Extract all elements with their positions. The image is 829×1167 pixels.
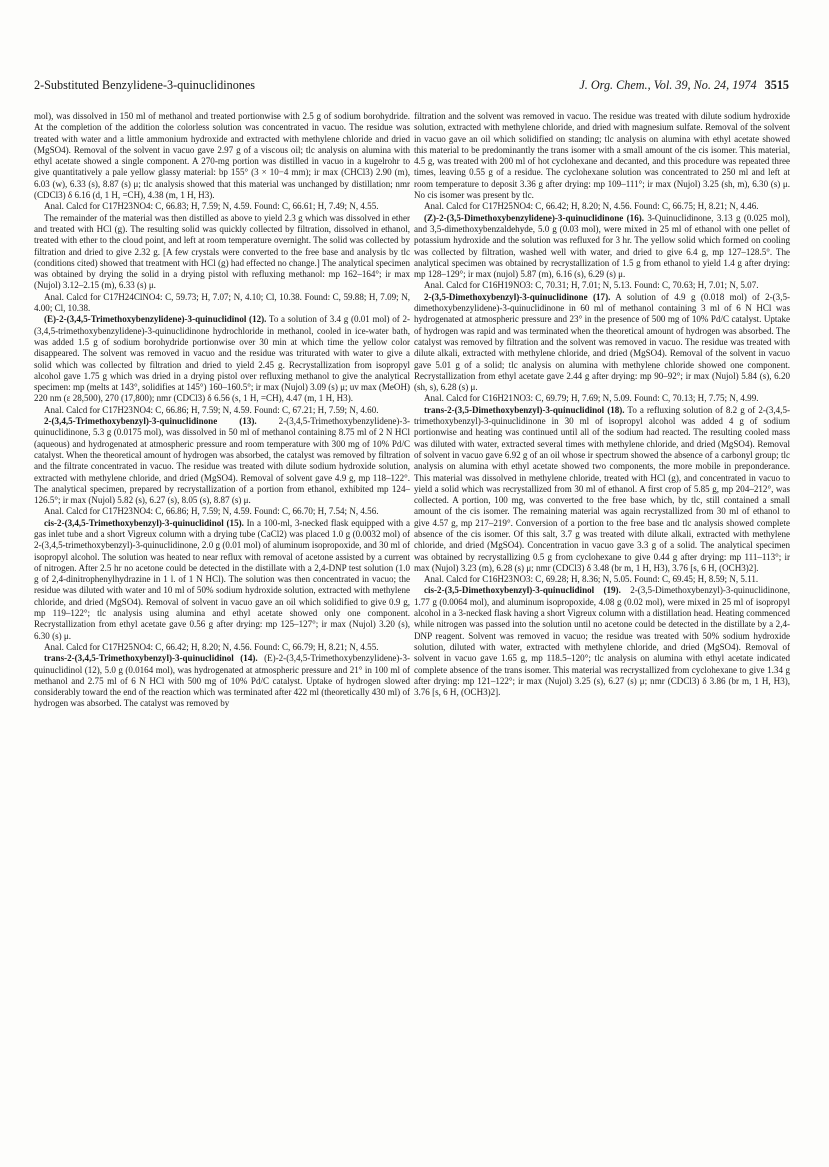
paragraph <box>34 201 410 212</box>
page-number: 3515 <box>764 78 789 92</box>
paragraph <box>414 213 790 281</box>
paragraph-text: mol), was dissolved in 150 ml of methanol and treated portionwise with 2.5 g of sodium borohydride. At the completion of the addition the colorless solution was concentrated in vacuo. The residue was treated with water and a little ammonium hydroxide and extracted with methylene chloride and dried (MgSO4). Removal of the solvent in vacuo gave 2.97 g of a viscous oil; tlc analysis on alumina with ethyl acetate showed a single component. A 270-mg portion was distilled in vacuo in a kugelrohr to give quantitatively a pale yellow glassy material: bp 155° (3 × 10−4 mm); ir max (CHCl3) 2.90 (m), 6.03 (w), 6.33 (s), 8.87 (s) μ; tlc analysis showed that this material was unchanged by distillation; nmr (CDCl3) δ 6.16 (d, 1 H, =CH), 4.38 (m, 1 H, H3). <box>34 111 410 201</box>
volume-info: Vol. 39, No. 24, 1974 <box>653 78 757 92</box>
paragraph-text: Anal. Calcd for C17H23NO4: C, 66.86; H, 7.59; N, 4.59. Found: C, 67.21; H, 7.59; N, 4.60. <box>44 404 379 415</box>
paragraph-heading: 2-(3,5-Dimethoxybenzyl)-3-quinuclidinone (17). <box>424 291 611 302</box>
paragraph-text: Anal. Calcd for C17H25NO4: C, 66.42; H, 8.20; N, 4.56. Found: C, 66.75; H, 8.21; N, 4.46. <box>424 201 759 212</box>
paragraph <box>34 518 410 642</box>
paragraph-text: Anal. Calcd for C17H24ClNO4: C, 59.73; H, 7.07; N, 4.10; Cl, 10.38. Found: C, 59.88; H, 7.09; N, 4.00; Cl, 10.38. <box>34 291 410 314</box>
paragraph <box>34 213 410 292</box>
paragraph <box>34 405 410 416</box>
paragraph-text: Anal. Calcd for C16H19NO3: C, 70.31; H, 7.01; N, 5.13. Found: C, 70.63; H, 7.01; N, 5.07. <box>424 280 759 291</box>
paragraph-text: 2-(3,4,5-Trimethoxybenzylidene)-3-quinuclidinone, 5.3 g (0.0175 mol), was dissolved in 50 ml of methanol containing 8.75 ml of 2 N HCl (aqueous) and hydrogenated at atmospheric pressure and room temperature with 300 mg of 10% Pd/C catalyst. When the theoretical amount of hydrogen was absorbed, the catalyst was removed by filtration and the filtrate concentrated in vacuo. The residue was treated with dilute sodium hydroxide solution, extracted with methylene chloride, and dried (MgSO4). Removal of solvent gave 4.9 g, mp 118–122°. The analytical specimen, prepared by recrystallization of a portion from ethanol, exhibited mp 124–126.5°; ir max (Nujol) 5.82 (s), 6.27 (s), 8.05 (s), 8.87 (s) μ. <box>34 416 410 506</box>
paragraph <box>414 111 790 201</box>
paragraph <box>34 314 410 404</box>
paragraph-text: 2-(3,5-Dimethoxybenzyl)-3-quinuclidinone, 1.77 g (0.0064 mol), and aluminum isopropoxide, 4.08 g (0.02 mol), were mixed in 25 ml of isopropyl alcohol in a 3-necked flask having a short Vigreux column with a distillation head. Heating commenced while nitrogen was passed into the solution until no acetone could be detected in the distillate by a 2,4-DNP reagent. Solvent was removed in vacuo; the residue was treated with 50% sodium hydroxide solution, diluted with water, extracted with methylene chloride, and dried (MgSO4). Removal of solvent in vacuo gave 1.65 g, mp 118.5–120°; tlc analysis on alumina with ethyl acetate indicated complete absence of the trans isomer. This material was recrystallized from cyclohexane to give 1.34 g after drying: mp 121–122°; ir max (Nujol) 3.25 (s), 6.27 (s) μ; nmr (CDCl3) δ 3.86 (br m, 1 H, H3), 3.76 [s, 6 H, (OCH3)2]. <box>414 585 790 698</box>
running-title: 2-Substituted Benzylidene-3-quinuclidinones <box>34 78 256 92</box>
right-column <box>414 111 790 698</box>
paragraph <box>34 416 410 506</box>
paragraph-heading: trans-2-(3,4,5-Trimethoxybenzyl)-3-quinuclidinol (14). <box>44 653 258 664</box>
paragraph <box>414 280 790 291</box>
journal-name: J. Org. Chem., <box>579 78 651 92</box>
paragraph-text: Anal. Calcd for C17H23NO4: C, 66.83; H, 7.59; N, 4.59. Found: C, 66.61; H, 7.49; N, 4.55. <box>44 201 379 212</box>
paragraph <box>414 201 790 212</box>
paragraph-heading: cis-2-(3,4,5-Trimethoxybenzyl)-3-quinuclidinol (15). <box>44 517 244 528</box>
paragraph-heading: (E)-2-(3,4,5-Trimethoxybenzylidene)-3-quinuclidinol (12). <box>44 314 267 325</box>
paragraph-text: The remainder of the material was then distilled as above to yield 2.3 g which was dissolved in ether and treated with HCl (g). The resulting solid was quickly collected by filtration, dissolved in ethanol, treated with ether to the cloud point, and left at room temperature overnight. The solid was collected by filtration and dried to give 2.32 g. [A few crystals were converted to the free base and analysis by tlc (conditions cited) showed that treatment with HCl (g) had effected no change.] The analytical specimen was obtained by drying the solid in a drying pistol with refluxing methanol: mp 162–164°; ir max (Nujol) 3.12–2.15 (m), 6.33 (s) μ. <box>34 212 410 291</box>
running-head <box>34 78 789 94</box>
paragraph <box>414 585 790 698</box>
paragraph-text: A solution of 4.9 g (0.018 mol) of 2-(3,5-dimethoxybenzylidene)-3-quinuclidinone in 60 ml of methanol containing 3 ml of 6 N HCl was hydrogenated at atmospheric pressure and 23° in the presence of 500 mg of 10% Pd/C catalyst. Uptake of hydrogen was rapid and was terminated when the theoretical amount of hydrogen was absorbed. The catalyst was removed by filtration and the solvent was removed in vacuo. The residue was treated with dilute alkali, extracted with methylene chloride, and dried (MgSO4). Removal of the solvent in vacuo gave 5.01 g of a solid; tlc analysis on alumina with methylene chloride showed one component. Recrystallization from ethyl acetate gave 2.44 g after drying: mp 90–92°; ir max (Nujol) 5.84 (s), 6.20 (sh, s), 6.28 (s) μ. <box>414 291 790 393</box>
paragraph-text: Anal. Calcd for C16H23NO3: C, 69.28; H, 8.36; N, 5.05. Found: C, 69.45; H, 8.59; N, 5.11. <box>424 574 759 585</box>
paragraph-heading: cis-2-(3,5-Dimethoxybenzyl)-3-quinuclidinol (19). <box>424 585 621 596</box>
paragraph <box>34 642 410 653</box>
paragraph-heading: trans-2-(3,5-Dimethoxybenzyl)-3-quinuclidinol (18). <box>424 404 625 415</box>
paragraph-heading: 2-(3,4,5-Trimethoxybenzyl)-3-quinuclidinone (13). <box>44 416 257 427</box>
journal-citation <box>579 78 789 93</box>
paragraph-text: Anal. Calcd for C16H21NO3: C, 69.79; H, 7.69; N, 5.09. Found: C, 70.13; H, 7.75; N, 4.99. <box>424 393 759 404</box>
paragraph-text: 3-Quinuclidinone, 3.13 g (0.025 mol), and 3,5-dimethoxybenzaldehyde, 5.0 g (0.03 mol), were mixed in 25 ml of ethanol with one pellet of potassium hydroxide and the solution was refluxed for 3 hr. The yellow solid which formed on cooling was collected by filtration, washed well with water, and dried to give 6.4 g, mp 127–128.5°. The analytical specimen was obtained by recrystallization of 1.5 g from ethanol to yield 1.4 g after drying: mp 128–129°; ir max (nujol) 5.87 (m), 6.16 (s), 6.29 (s) μ. <box>414 212 790 280</box>
paragraph-heading: (Z)-2-(3,5-Dimethoxybenzylidene)-3-quinuclidinone (16). <box>424 212 644 223</box>
paragraph-text: In a 100-ml, 3-necked flask equipped with a gas inlet tube and a short Vigreux column with a drying tube (CaCl2) was placed 1.0 g (0.0032 mol) of 2-(3,4,5-trimethoxybenzyl)-3-quinuclidinone, 2.0 g (0.01 mol) of aluminum isopropoxide, and 30 ml of isopropyl alcohol. The solution was heated to near reflux with removal of acetone assisted by a current of nitrogen. After 2.5 hr no acetone could be detected in the distillate with a 2,4-DNP test solution (1.0 g of 2,4-dinitrophenylhydrazine in 1 l. of 1 N HCl). The solution was then concentrated in vacuo; the residue was diluted with water and 10 ml of 50% sodium hydroxide solution, extracted with methylene chloride, and dried (MgSO4). Removal of solvent in vacuo gave an oil which solidified to give 0.9 g, mp 119–122°; tlc analysis using alumina and ethyl acetate showed only one component. Recrystallization from ethyl acetate gave 0.56 g after drying: mp 125–127°; ir max (Nujol) 3.20 (s), 6.30 (s) μ. <box>34 517 410 641</box>
paragraph <box>34 111 410 201</box>
left-column <box>34 111 410 710</box>
paragraph <box>34 653 410 709</box>
paragraph-text: (E)-2-(3,4,5-Trimethoxybenzylidene)-3-quinuclidinol (12), 5.0 g (0.0164 mol), was hydrogenated at atmospheric pressure and 21° in 100 ml of methanol and 2.75 ml of 6 N HCl with 500 mg of 10% Pd/C catalyst. Uptake of hydrogen slowed considerably toward the end of the reaction which was terminated after 422 ml (theoretically 430 ml) of hydrogen was absorbed. The catalyst was removed by <box>34 653 410 709</box>
paragraph <box>414 405 790 574</box>
paragraph <box>34 292 410 315</box>
paragraph-text: filtration and the solvent was removed in vacuo. The residue was treated with dilute sodium hydroxide solution, extracted with methylene chloride, and dried with magnesium sulfate. Removal of the solvent in vacuo gave an oil which solidified on standing; tlc analysis on alumina with ethyl acetate showed this material to be predominantly the trans isomer with a small amount of the cis isomer. This material, 4.5 g, was treated with 200 ml of hot cyclohexane and decanted, and this procedure was repeated three times, leaving 0.55 g of a residue. The cyclohexane solution was concentrated to 250 ml and left at room temperature to deposit 3.36 g after drying: mp 109–111°; ir max (Nujol) 3.25 (sh, m), 6.30 (s) μ. No cis isomer was present by tlc. <box>414 111 790 201</box>
paragraph <box>414 292 790 394</box>
paragraph-text: To a solution of 3.4 g (0.01 mol) of 2-(3,4,5-trimethoxybenzylidene)-3-quinuclidinone hydrochloride in methanol, cooled in ice-water bath, was added 1.5 g of sodium borohydride portionwise over 30 min at which time the yellow color disappeared. The solvent was removed in vacuo and the residue was triturated with water to give a solid which was collected by filtration and dried to yield 2.45 g. Recrystallization from isopropyl alcohol gave 1.75 g which was dried in a drying pistol over refluxing methanol to give the analytical specimen: mp (melts at 143°, solidifies at 145°) 160–160.5°; ir max (Nujol) 3.09 (s) μ; uv max (MeOH) 220 nm (ε 28,500), 270 (17,800); nmr (CDCl3) δ 6.56 (s, 1 H, =CH), 4.47 (m, 1 H, H3). <box>34 314 411 404</box>
paragraph <box>414 393 790 404</box>
paragraph-text: Anal. Calcd for C17H25NO4: C, 66.42; H, 8.20; N, 4.56. Found: C, 66.79; H, 8.21; N, 4.55. <box>44 641 379 652</box>
paragraph <box>414 574 790 585</box>
paragraph-text: Anal. Calcd for C17H23NO4: C, 66.86; H, 7.59; N, 4.59. Found: C, 66.70; H, 7.54; N, 4.56. <box>44 506 379 517</box>
paragraph <box>34 506 410 517</box>
paragraph-text: To a refluxing solution of 8.2 g of 2-(3,4,5-trimethoxybenzyl)-3-quinuclidinone in 30 ml of isopropyl alcohol was added 4 g of sodium portionwise and heating was continued until all of the sodium had reacted. The resulting cooled mass was diluted with water, extracted several times with methylene chloride, and dried (MgSO4). Removal of solvent in vacuo gave 6.92 g of an oil whose ir spectrum showed the absence of a carbonyl group; tlc analysis on alumina with ethyl acetate showed two components, the more mobile in preponderance. This material was dissolved in methylene chloride, treated with HCl (g), and concentrated in vacuo to yield a solid which was recrystallized from 30 ml of ethanol. A first crop of 5.85 g, mp 204–212°, was collected. A portion, 100 mg, was converted to the free base which, by tlc, still contained a small amount of the cis isomer. The remaining material was again recrystallized from 30 ml of ethanol to give 4.57 g, mp 217–219°. Conversion of a portion to the free base and tlc analysis showed complete absence of the cis isomer. Of this salt, 3.7 g was treated with dilute alkali, extracted with methylene chloride, and dried (MgSO4). Concentration in vacuo gave 3.3 g of a solid. The analytical specimen was obtained by recrystallizing 0.5 g from cyclohexane to give 0.44 g after drying: mp 111–113°; ir max (Nujol) 3.23 (m), 6.28 (s) μ; nmr (CDCl3) δ 3.48 (br m, 1 H, H3), 3.76 [s, 6 H, (OCH3)2]. <box>414 404 790 573</box>
